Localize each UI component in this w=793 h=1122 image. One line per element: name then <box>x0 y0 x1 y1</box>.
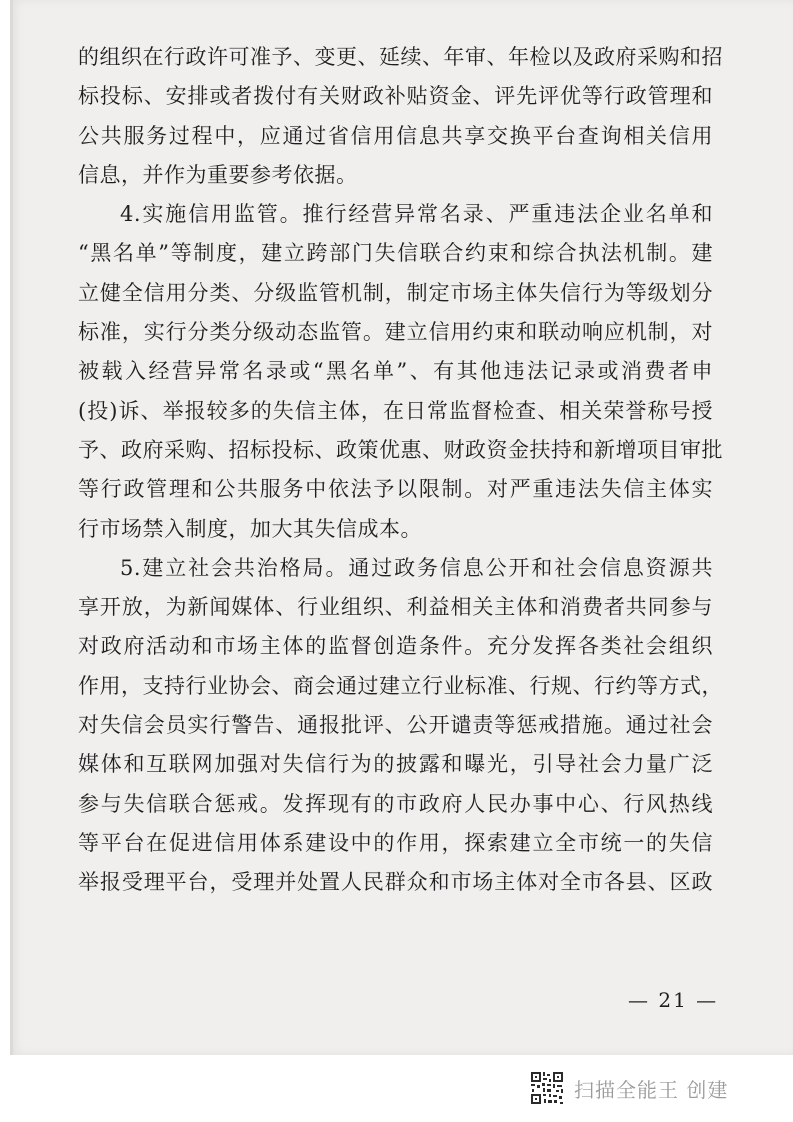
document-body <box>78 38 723 903</box>
text-line: (投)诉、举报较多的失信主体，在日常监督检查、相关荣誉称号授 <box>78 398 713 423</box>
text-line: 享开放，为新闻媒体、行业组织、利益相关主体和消费者共同参与 <box>78 595 713 620</box>
text-line: 标准，实行分类分级动态监管。建立信用约束和联动响应机制，对 <box>78 320 713 345</box>
text-line: “黑名单”等制度，建立跨部门失信联合约束和综合执法机制。建 <box>78 241 713 266</box>
text-line: 公共服务过程中，应通过省信用信息共享交换平台查询相关信用 <box>78 123 713 148</box>
text-line: 对政府活动和市场主体的监督创造条件。充分发挥各类社会组织 <box>78 634 713 659</box>
scanner-watermark <box>530 1070 728 1106</box>
text-line: 等行政管理和公共服务中依法予以限制。对严重违法失信主体实 <box>78 477 713 502</box>
text-line: 被载入经营异常名录或“黑名单”、有其他违法记录或消费者申 <box>78 359 713 384</box>
section-heading-line: 5.建立社会共治格局。通过政务信息公开和社会信息资源共 <box>120 555 713 580</box>
qr-code-icon <box>530 1071 564 1105</box>
watermark-text: 扫描全能王 创建 <box>574 1077 729 1102</box>
text-line: 行市场禁入制度，加大其失信成本。 <box>78 516 422 541</box>
text-line: 参与失信联合惩戒。发挥现有的市政府人民办事中心、行风热线 <box>78 791 713 816</box>
text-line: 举报受理平台，受理并处置人民群众和市场主体对全市各县、区政 <box>78 870 713 895</box>
text-line: 作用，支持行业协会、商会通过建立行业标准、行规、行约等方式， <box>78 673 723 698</box>
section-heading-line: 4.实施信用监管。推行经营异常名录、严重违法企业名单和 <box>120 202 713 227</box>
text-line: 的组织在行政许可准予、变更、延续、年审、年检以及政府采购和招 <box>78 45 723 69</box>
scanned-page <box>10 0 793 1055</box>
text-line: 媒体和互联网加强对失信行为的披露和曝光，引导社会力量广泛 <box>78 752 713 777</box>
text-line: 予、政府采购、招标投标、政策优惠、财政资金扶持和新增项目审批 <box>78 437 723 462</box>
page-number: — 21 — <box>628 988 719 1012</box>
text-line: 对失信会员实行警告、通报批评、公开谴责等惩戒措施。通过社会 <box>78 713 713 738</box>
text-line: 等平台在促进信用体系建设中的作用，探索建立全市统一的失信 <box>78 830 713 855</box>
text-line: 标投标、安排或者拨付有关财政补贴资金、评先评优等行政管理和 <box>78 84 713 109</box>
text-line: 立健全信用分类、分级监管机制，制定市场主体失信行为等级划分 <box>78 280 713 305</box>
text-line: 信息，并作为重要参考依据。 <box>78 162 358 187</box>
